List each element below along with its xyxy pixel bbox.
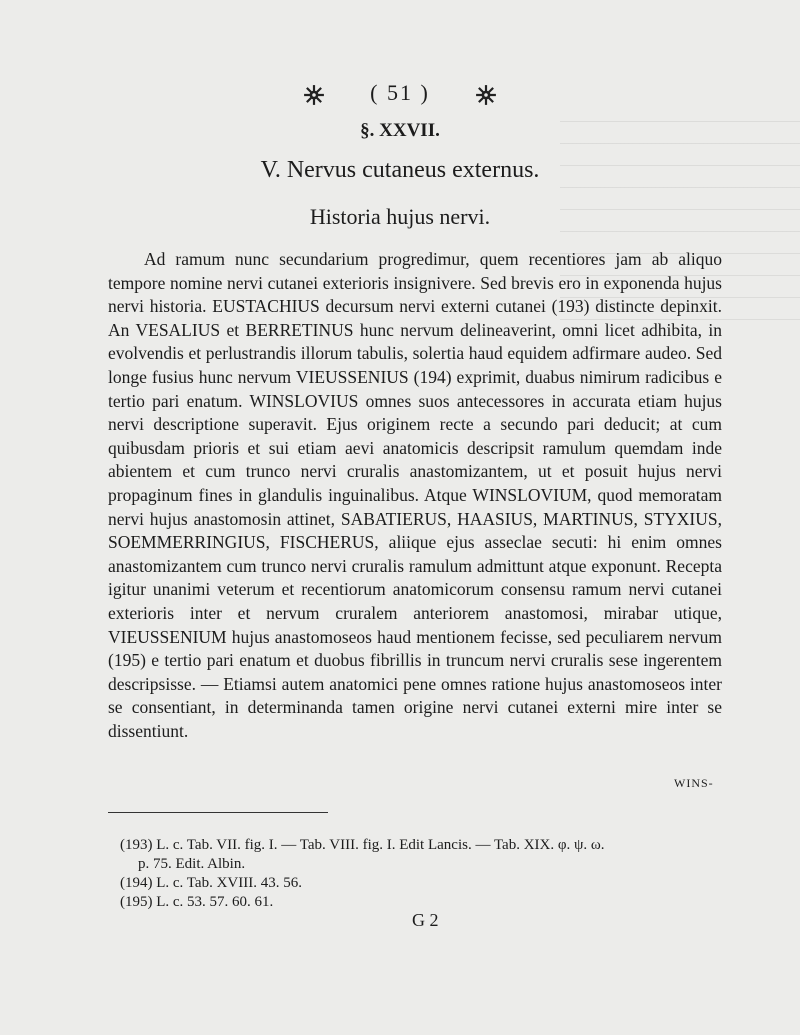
footnotes	[120, 836, 740, 912]
catchword: WINS-	[674, 776, 714, 790]
footnote-193-cont: p. 75. Edit. Albin.	[138, 856, 246, 872]
ornament-left-icon	[303, 84, 325, 106]
section-title: V. Nervus cutaneus externus.	[260, 157, 540, 183]
footnote-rule	[108, 812, 328, 813]
footnote-195: (195) L. c. 53. 57. 60. 61.	[120, 894, 274, 910]
section-number: §. XXVII.	[360, 120, 440, 141]
body-text	[108, 248, 722, 743]
running-header	[0, 80, 800, 106]
ornament-right-icon	[475, 84, 497, 106]
footnote-193: (193) L. c. Tab. VII. fig. I. — Tab. VIII. fig. I. Edit Lancis. — Tab. XIX. φ. ψ. ω.	[120, 837, 605, 853]
footnote-194: (194) L. c. Tab. XVIII. 43. 56.	[120, 875, 302, 891]
section-subtitle: Historia hujus nervi.	[309, 204, 491, 229]
page-number: ( 51 )	[370, 80, 430, 105]
body-paragraph: Ad ramum nunc secundarium progredimur, quem recentiores jam ab aliquo tempore nomine nervi cutanei exterioris insignivere. Sed brevis ero in exponenda hujus nervi historia. EUSTACHIUS decursum nervi externi cutanei (193) distincte depinxit. An VESALIUS et BERRETINUS hunc nervum delineaverint, omni licet adhibita, in evolvendis et perlustrandis illorum tabulis, solertia haud equidem adfirmare audeo. Sed longe fusius hunc nervum VIEUSSENIUS (194) exprimit, duabus nimirum radicibus e tertio pari enatum. WINSLOVIUS omnes suos antecessores in accurata etiam hujus nervi descriptione superavit. Ejus originem recte a secundo pari deducit; at cum quibusdam prioris et sui etiam aevi anatomicis descripsit ramulum quemdam inde abientem et cum trunco nervi cruralis anastomizantem, ut et posuit hujus nervi propaginum fines in glandulis inguinalibus. Atque WINSLOVIUM, quod memoratam nervi hujus anastomosin attinet, SABATIERUS, HAASIUS, MARTINUS, STYXIUS, SOEMMERRINGIUS, FISCHERUS, aliique ejus asseclae secuti: hi enim omnes anastomizantem cum trunco nervi cruralis ramulum admittunt atque exponunt. Recepta igitur unanimi veterum et recentiorum anatomicorum consensu ramum nervi cutanei exterioris inter et nervum cruralem anteriorem anastomosi, mirabar utique, VIEUSSENIUM hujus anastomoseos haud mentionem fecisse, sed peculiarem nervum (195) e tertio pari enatum et duobus fibrillis in truncum nervi cruralis sese ingerentem descripsisse. — Etiamsi autem anatomici pene omnes ratione hujus anastomoseos inter se consentiant, in determinanda tamen origine nervi cutanei externi mire inter se dissentiunt.	[108, 249, 722, 741]
signature-mark: G 2	[412, 910, 439, 930]
